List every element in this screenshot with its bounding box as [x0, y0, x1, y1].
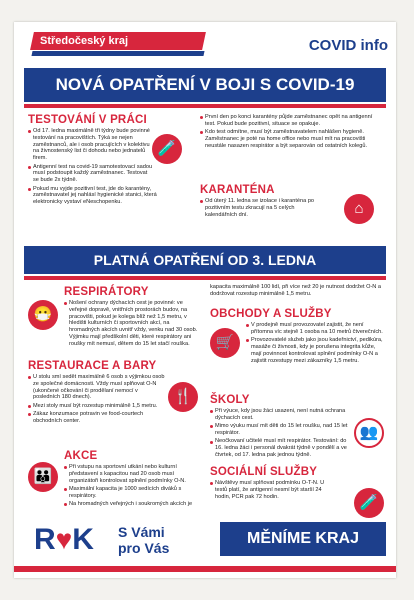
main-banner: NOVÁ OPATŘENÍ V BOJI S COVID-19 — [24, 68, 386, 102]
section-title: AKCE — [64, 450, 98, 462]
region-label: Středočeský kraj — [40, 35, 129, 47]
list-item: Antigenní test na covid-19 samotestovací sadou musí podstoupit každý zaměstnanec. Testovat se bude 2x týdně. — [28, 164, 184, 184]
list-item: V prodejně musí provozovatel zajistit, že není přítomna víc stejně 1 osoba na 10 metrů čtverečních. — [246, 322, 386, 336]
list-item: Maximální kapacita je 1000 sedících diváků s respirátory. — [64, 486, 200, 500]
section-title: KARANTÉNA — [200, 184, 275, 196]
list-item: Mezi stoly musí být rozestup minimálně 1,5 metru. — [28, 403, 166, 410]
list-item: U stolu smí sedět maximálně 6 osob s výjimkou osob ze společné domácnosti. Vždy musí splňovat O-N (ukončené očkování či prodělaní nemocí v posledních 180 dnech). — [28, 374, 166, 401]
section-events-cont — [210, 284, 386, 298]
paragraph: kapacita maximálně 100 lidí, při více než 20 je nutnost dodržet O-N a dodržovat rozestup minimálně 1,5 metru. — [210, 284, 382, 297]
list-item: Neočkovaní učitelé musí mít respirátor. Testování: do 16. ledna žáci i personál dvakrát týdně v pondělí a ve čtvrtek, od 17. ledna pak jednou týdně. — [210, 438, 352, 458]
rok-logo — [34, 522, 94, 558]
region-stripe — [31, 51, 204, 56]
logo-letter: K — [72, 523, 94, 556]
list-item: Zákaz konzumace potravin ve food-courtech obchodních center. — [28, 411, 166, 425]
list-item: Při výuce, kdy jsou žáci usazeni, není nutná ochrana dýchacích cest. — [210, 408, 352, 422]
list-item: Kdo test odmítne, musí být zaměstnavatelem nahlášen hygieně. Zaměstnanec je poté na home office nebo musí mít na pracovišti neustále nasazen respirátor a být separován od ostatních kolegů. — [200, 129, 380, 149]
region-badge — [30, 32, 206, 50]
list-item: Při vstupu na sportovní utkání nebo kulturní představení s kapacitou nad 20 osob musí organizátoři kontrolovat splnění podmínky O-N. — [64, 464, 200, 484]
leaflet-page — [14, 22, 396, 578]
section-title: SOCIÁLNÍ SLUŽBY — [210, 466, 318, 478]
crowd-icon: 👪 — [28, 462, 58, 492]
cutlery-icon: 🍴 — [168, 382, 198, 412]
list-item: Pokud mu vyjde pozitivní test, jde do karantény, zaměstnavatel jej nahlásí hygienické stanici, která elektronicky vystaví eNeschopenku. — [28, 186, 184, 206]
slogan — [118, 524, 169, 556]
mask-icon: 😷 — [28, 300, 58, 330]
section-title: RESTAURACE A BARY — [28, 360, 157, 372]
list-item: Provozovatelé služeb jako jsou kadeřnictví, pedikúra, masáže či živnosti, kdy je porušena integrita kůže, mají povinnost kontrolovat splnění podmínky O-N a zajistit rozestupy mezi zákazníky 1,5 metru. — [246, 337, 386, 364]
section-quarantine — [200, 184, 350, 220]
list-item: Mimo výuku musí mít děti do 15 let roušku, nad 15 let respirátor. — [210, 423, 352, 437]
list-item: Od úterý 11. ledna se izolace i karanténa po pozitivním testu zkracují na 5 celých kalendářních dní. — [200, 198, 350, 218]
test-tube-icon: 🧪 — [152, 134, 182, 164]
section-title: ŠKOLY — [210, 394, 250, 406]
section-title: OBCHODY A SLUŽBY — [210, 308, 332, 320]
people-group-icon: 👥 — [354, 418, 384, 448]
list-item: Návštěvy musí splňovat podmínku O-T-N. U testů platí, že antigenní nesmí být starší 24 hodin, PCR pak 72 hodin. — [210, 480, 330, 500]
list-item: Od 17. ledna maximálně tři týdny bude povinné testování na pracovištích. Týká se nejen zaměstnanců, ale i osob pracujících v kolektivu na živnostenský list či dohodu nebo jednatelů firem. — [28, 128, 184, 162]
footer-banner: MĚNÍME KRAJ — [220, 522, 386, 556]
list-item: První den po konci karantény půjde zaměstnanec opět na antigenní test. Pokud bude pozitivní, situace se opakuje. — [200, 114, 380, 128]
bottom-stripe — [14, 566, 396, 572]
list-item: Nošení ochrany dýchacích cest je povinné: ve veřejné dopravě, vnitřních prostorách budov, na pracovišti, pokud je kolega blíž než 1,5 metru, v hledišti kulturních či sportovních akcí, na hromadných akcích uvnitř vždy, venku nad 30 osob. Výjimku mají předškolní děti, které respirátory ani roušky mít nemusí, dětem do 15 let stačí rouška. — [64, 300, 200, 348]
banner-stripe — [24, 104, 386, 108]
house-icon: ⌂ — [344, 194, 374, 224]
slogan-line: pro Vás — [118, 540, 170, 556]
list-item: Na hromadných veřejných i soukromých akcích je — [64, 501, 200, 508]
section-title: RESPIRÁTORY — [64, 286, 149, 298]
section-social — [210, 466, 360, 502]
section-title: TESTOVÁNÍ V PRÁCI — [28, 114, 147, 126]
test-tube-icon: 🧪 — [354, 488, 384, 518]
slogan-line: S Vámi — [118, 524, 165, 540]
banner-stripe — [24, 276, 386, 280]
section-testing-cont — [200, 114, 380, 151]
heart-icon: ♥ — [55, 524, 73, 555]
logo-letter: R — [34, 523, 56, 556]
second-banner: PLATNÁ OPATŘENÍ OD 3. LEDNA — [24, 246, 386, 274]
covid-info-title: COVID info — [308, 37, 388, 54]
shopping-cart-icon: 🛒 — [210, 328, 240, 358]
